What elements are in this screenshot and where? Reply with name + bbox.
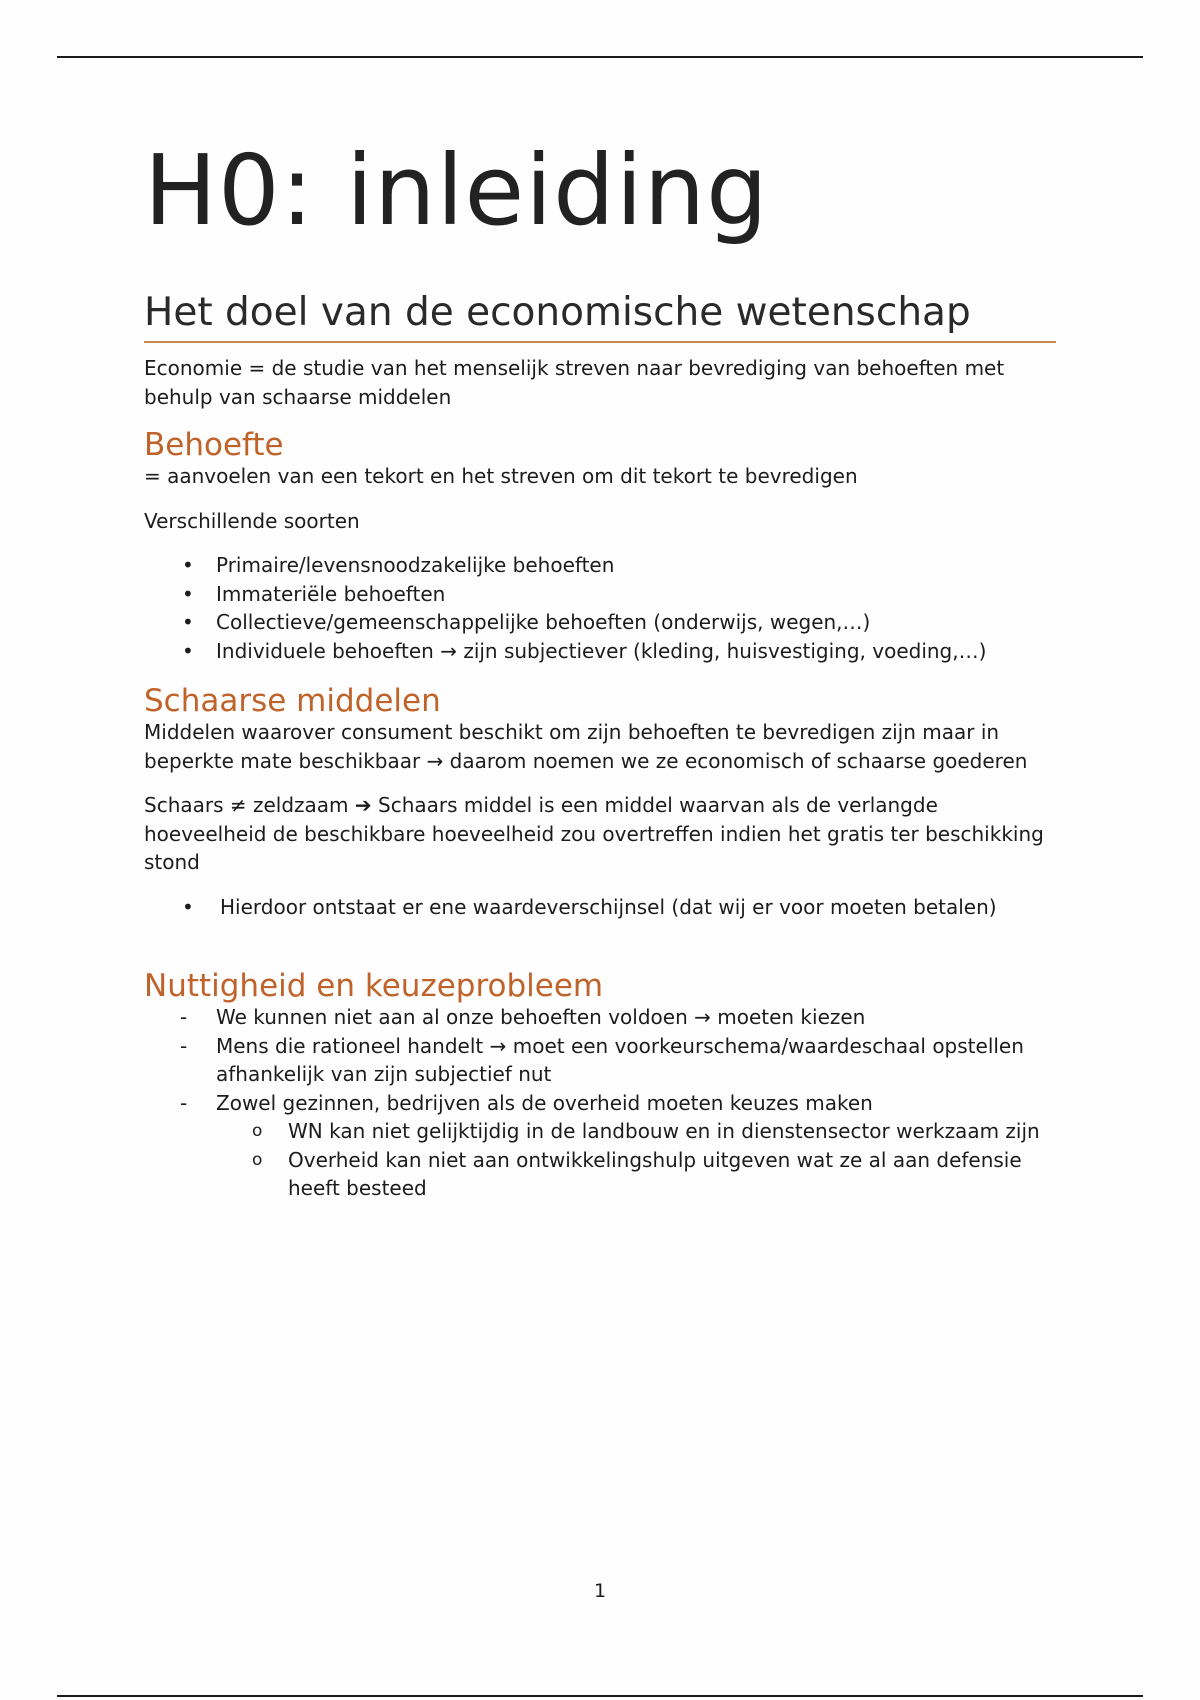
bullet-mark: • <box>182 638 194 663</box>
list-item <box>144 551 1059 580</box>
behoefte-heading: Behoefte <box>144 427 284 463</box>
list-item-text: We kunnen niet aan al onze behoeften voldoen → moeten kiezen <box>216 1005 866 1030</box>
nuttigheid-heading: Nuttigheid en keuzeprobleem <box>144 968 604 1004</box>
list-item-text: Primaire/levensnoodzakelijke behoeften <box>216 553 615 578</box>
list-item-text: Individuele behoeften → zijn subjectiever (kleding, huisvestiging, voeding,…) <box>216 638 987 663</box>
list-item <box>144 1089 1059 1118</box>
bullet-mark: • <box>182 610 194 635</box>
schaarse-paragraph-1: Middelen waarover consument beschikt om zijn behoeften te bevredigen zijn maar in beperkte mate beschikbaar → daarom noemen we ze economisch of schaarse goederen <box>144 720 1028 773</box>
list-item-text: Collectieve/gemeenschappelijke behoeften (onderwijs, wegen,…) <box>216 610 871 635</box>
list-item <box>144 580 1059 609</box>
bottom-rule <box>57 1695 1143 1697</box>
behoefte-types-label: Verschillende soorten <box>144 508 360 533</box>
list-item <box>144 1117 1059 1146</box>
schaarse-list <box>144 893 1059 922</box>
list-item-text: Hierdoor ontstaat er ene waardeverschijnsel (dat wij er voor moeten betalen) <box>220 894 997 919</box>
dash-mark: - <box>180 1033 188 1058</box>
behoefte-types-list <box>144 551 1059 665</box>
bullet-mark: • <box>182 553 194 578</box>
list-item <box>144 1032 1059 1089</box>
list-item <box>144 608 1059 637</box>
page-number: 1 <box>593 1580 607 1602</box>
top-rule <box>57 56 1143 58</box>
circle-mark: o <box>252 1149 263 1170</box>
section-heading: Het doel van de economische wetenschap <box>144 292 1056 343</box>
list-item-text: Mens die rationeel handelt → moet een voorkeurschema/waardeschaal opstellen afhankelijk van zijn subjectief nut <box>216 1033 1024 1087</box>
dash-mark: - <box>180 1090 188 1115</box>
nuttigheid-section <box>144 969 1059 1203</box>
nuttigheid-list <box>144 1003 1059 1117</box>
list-item-text: WN kan niet gelijktijdig in de landbouw en in dienstensector werkzaam zijn <box>288 1119 1040 1144</box>
intro-block <box>144 354 1059 411</box>
list-item-text: Immateriële behoeften <box>216 581 446 606</box>
dash-mark: - <box>180 1005 188 1030</box>
schaarse-section <box>144 684 1059 921</box>
bullet-mark: • <box>182 894 194 919</box>
list-item <box>144 637 1059 666</box>
circle-mark: o <box>252 1121 263 1142</box>
list-item <box>144 1003 1059 1032</box>
nuttigheid-sublist <box>144 1117 1059 1203</box>
list-item <box>144 893 1059 922</box>
schaarse-paragraph-2: Schaars ≠ zeldzaam ➔ Schaars middel is een middel waarvan als de verlangde hoeveelheid de beschikbare hoeveelheid zou overtreffen indien het gratis ter beschikking stond <box>144 793 1044 875</box>
list-item <box>144 1146 1059 1203</box>
schaarse-heading: Schaarse middelen <box>144 683 441 719</box>
list-item-text: Overheid kan niet aan ontwikkelingshulp uitgeven wat ze al aan defensie heeft besteed <box>288 1147 1022 1201</box>
behoefte-section <box>144 428 1059 665</box>
bullet-mark: • <box>182 581 194 606</box>
list-item-text: Zowel gezinnen, bedrijven als de overheid moeten keuzes maken <box>216 1090 873 1115</box>
intro-paragraph: Economie = de studie van het menselijk streven naar bevrediging van behoeften met behulp van schaarse middelen <box>144 356 1005 409</box>
page-title: H0: inleiding <box>144 134 769 247</box>
behoefte-definition: = aanvoelen van een tekort en het streven om dit tekort te bevredigen <box>144 464 858 489</box>
